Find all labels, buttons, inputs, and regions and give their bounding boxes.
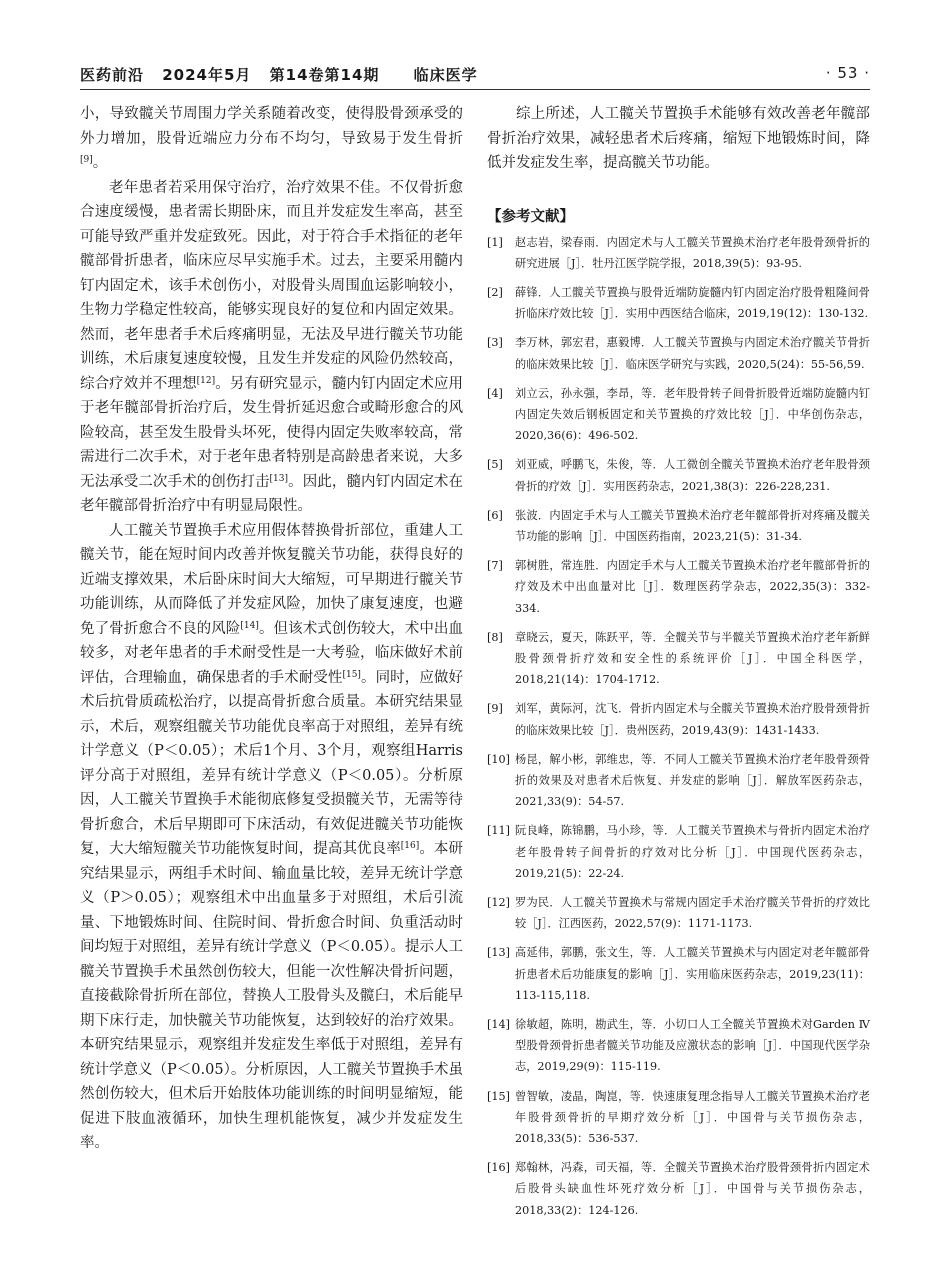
citation: [15] [342,669,361,680]
reference-item [487,1014,870,1078]
reference-item [487,1086,870,1150]
reference-number: [14] [487,1018,510,1031]
reference-item [487,820,870,884]
journal-name: 医药前沿 [80,66,145,84]
body-paragraph: 小，导致髋关节周围力学关系随着改变，使得股骨颈承受的外力增加，股骨近端应力分布不均匀，导致易于发生骨折[9]。 [80,106,463,171]
reference-item [487,892,870,934]
reference-number: [2] [487,285,503,299]
reference-number: [9] [487,702,503,716]
reference-number: [7] [487,559,503,573]
reference-text: 章晓云，夏天，陈跃平，等．全髋关节与半髋关节置换术治疗老年新鲜股骨颈骨折疗效和安全性的系统评价［J］．中国全科医学，2018,21(14)：1704-1712. [515,630,870,687]
reference-text: 刘亚威，呼鹏飞，朱俊，等．人工微创全髋关节置换术治疗老年股骨颈骨折的疗效［J］．实用医药杂志，2021,38(3)：226-228,231. [515,458,870,493]
reference-text: 刘立云，孙永强，李昂，等．老年股骨转子间骨折股骨近端防旋髓内钉内固定失效后钢板固定和关节置换的疗效比较［J］．中华创伤杂志，2020,36(6)：496-502. [515,386,870,443]
reference-number: [3] [487,336,503,350]
citation: [13] [269,473,289,484]
reference-item [487,383,870,447]
conclusion-paragraph: 综上所述，人工髋关节置换手术能够有效改善老年髋部骨折治疗效果，减轻患者术后疼痛，缩短下地锻炼时间，降低并发症发生率，提高髋关节功能。 [487,106,870,171]
reference-item [487,1157,870,1221]
right-column [487,102,870,1229]
reference-number: [12] [487,895,510,909]
reference-list [487,232,870,1221]
header-left [80,64,490,85]
reference-number: [16] [487,1161,510,1175]
reference-text: 赵志岩，梁春雨．内固定术与人工髋关节置换术治疗老年股骨颈骨折的研究进展［J］．牡丹江医学院学报，2018,39(5)：93-95. [515,235,870,270]
citation: [9] [80,155,93,165]
reference-item [487,232,870,274]
reference-number: [10] [487,752,510,766]
body-paragraph: 老年患者若采用保守治疗，治疗效果不佳。不仅骨折愈合速度缓慢，患者需长期卧床，而且并发症发生率高，甚至可能导致严重并发症致死。因此，对于符合手术指征的老年髋部骨折患者，临床应尽早实施手术。过去，主要采用髓内钉内固定术，该手术创伤小，对股骨头周围血运影响较小，生物力学稳定性较高，能够实现良好的复位和内固定效果。然而，老年患者手术后疼痛明显，无法及早进行髋关节功能训练，术后康复速度较慢，且发生并发症的风险仍然较高，综合疗效并不理想[12]。另有研究显示，髓内钉内固定术应用于老年髋部骨折治疗后，发生骨折延迟愈合或畸形愈合的风险较高，甚至发生股骨头坏死，使得内固定失败率较高，常需进行二次手术，对于老年患者特别是高龄患者来说，大多无法承受二次手术的创伤打击[13]。因此，髓内钉内固定术在老年髋部骨折治疗中有明显局限性。 [80,179,464,514]
issue-date: 2024年5月 [162,66,252,84]
reference-text: 高延伟，郭鹏，张文生，等．人工髋关节置换术与内固定对老年髋部骨折患者术后功能康复的影响［J］．实用临床医药杂志，2019,23(11)：113-115,118. [515,946,870,1002]
reference-text: 郭树胜，常连胜．内固定手术与人工髋关节置换术治疗老年髋部骨折的疗效及术中出血量对比［J］．数理医药学杂志，2022,35(3)：332-334. [515,559,870,615]
reference-item [487,454,870,496]
body-paragraph: 人工髋关节置换手术应用假体替换骨折部位，重建人工髋关节，能在短时间内改善并恢复髋关节功能，获得良好的近端支撑效果，术后卧床时间大大缩短，可早期进行髋关节功能训练，从而降低了并发症风险，加快了康复速度，也避免了骨折愈合不良的风险[14]。但该术式创伤较大，术中出血较多，对老年患者的手术耐受性是一大考验，临床做好术前评估，合理输血，确保患者的手术耐受性[15]。同时，应做好术后抗骨质疏松治疗，以提高骨折愈合质量。本研究结果显示，术后，观察组髋关节功能优良率高于对照组，差异有统计学意义（P＜0.05）；术后1个月、3个月，观察组Harris评分高于对照组，差异有统计学意义（P＜0.05）。分析原因，人工髋关节置换手术能彻底修复受损髋关节，无需等待骨折愈合，术后早期即可下床活动，有效促进髋关节功能恢复，大大缩短髋关节功能恢复时间，提高其优良率[16]。本研究结果显示，两组手术时间、输血量比较，差异无统计学意义（P＞0.05）；观察组术中出血量多于对照组，术后引流量、下地锻炼时间、住院时间、骨折愈合时间、负重活动时间均短于对照组，差异有统计学意义（P＜0.05）。提示人工髋关节置换手术虽然创伤较大，但能一次性解决骨折问题，直接截除骨折所在部位，替换人工股骨头及髋臼，术后能早期下床行走，加快髋关节功能恢复，达到较好的治疗效果。本研究结果显示，观察组并发症发生率低于对照组，差异有统计学意义（P＜0.05）。分析原因，人工髋关节置换手术虽然创伤较大，但术后开始肢体功能训练的时间明显缩短，能促进下肢血液循环，加快生理机能恢复，减少并发症发生率。 [80,522,464,1151]
section-name: 临床医学 [413,66,478,84]
reference-text: 张波．内固定手术与人工髋关节置换术治疗老年髋部骨折对疼痛及髋关节功能的影响［J］．中国医药指南，2023,21(5)：31-34. [515,508,870,543]
reference-number: [5] [487,458,503,472]
reference-number: [1] [487,235,503,249]
reference-text: 阮良峰，陈锦鹏，马小珍，等．人工髋关节置换术与骨折内固定术治疗老年股骨转子间骨折的疗效对比分析［J］．中国现代医药杂志，2019,21(5)：22-24. [515,824,870,880]
reference-item [487,627,870,691]
reference-item [487,282,870,324]
reference-text: 薛锋．人工髋关节置换与股骨近端防旋髓内钉内固定治疗股骨粗隆间骨折临床疗效比较［J］．实用中西医结合临床，2019,19(12)：130-132. [515,285,870,321]
reference-number: [8] [487,630,503,644]
citation: [14] [240,620,259,631]
reference-item [487,505,870,547]
reference-text: 李万林，郭宏君，惠毅博．人工髋关节置换与内固定术治疗髋关节骨折的临床效果比较［J］．临床医学研究与实践，2020,5(24)：55-56,59. [515,336,870,371]
reference-number: [13] [487,946,510,960]
running-header [80,60,870,86]
reference-number: [6] [487,508,503,522]
reference-item [487,749,870,813]
reference-text: 罗为民．人工髋关节置换术与常规内固定手术治疗髋关节骨折的疗效比较［J］．江西医药，2022,57(9)：1171-1173. [515,895,870,931]
reference-text: 杨昆，解小彬，郭维忠，等．不同人工髋关节置换术治疗老年股骨颈骨折的效果及对患者术后恢复、并发症的影响［J］．解放军医药杂志，2021,33(9)：54-57. [515,752,870,809]
volume-issue: 第14卷第14期 [269,66,380,84]
reference-text: 郑翰林，冯森，司天福，等．全髋关节置换术治疗股骨颈骨折内固定术后股骨头缺血性坏死疗效分析［J］．中国骨与关节损伤杂志，2018,33(2)：124-126. [515,1161,870,1217]
reference-item [487,698,870,740]
header-rule [80,89,870,90]
reference-item [487,555,870,619]
citation: [16] [400,841,420,851]
reference-item [487,942,870,1006]
page-number: · 53 · [825,64,870,82]
left-column [80,102,463,1156]
reference-text: 曾智敏，凌晶，陶崑，等．快速康复理念指导人工髋关节置换术治疗老年股骨颈骨折的早期疗效分析［J］．中国骨与关节损伤杂志，2018,33(5)：536-537. [515,1089,870,1146]
reference-number: [4] [487,386,503,400]
references-heading: 【参考文献】 [487,208,574,225]
reference-number: [15] [487,1089,510,1103]
reference-text: 徐敏超，陈明，勘武生，等．小切口人工全髋关节置换术对Garden Ⅳ型股骨颈骨折患者髋关节功能及应激状态的影响［J］．中国现代医学杂志，2019,29(9)：115-119. [515,1018,870,1074]
citation: [12] [196,375,216,386]
reference-number: [11] [487,824,510,838]
reference-text: 刘军，黄际河，沈飞．骨折内固定术与全髋关节置换术治疗股骨颈骨折的临床效果比较［J］．贵州医药，2019,43(9)：1431-1433. [515,702,870,737]
reference-item [487,332,870,374]
